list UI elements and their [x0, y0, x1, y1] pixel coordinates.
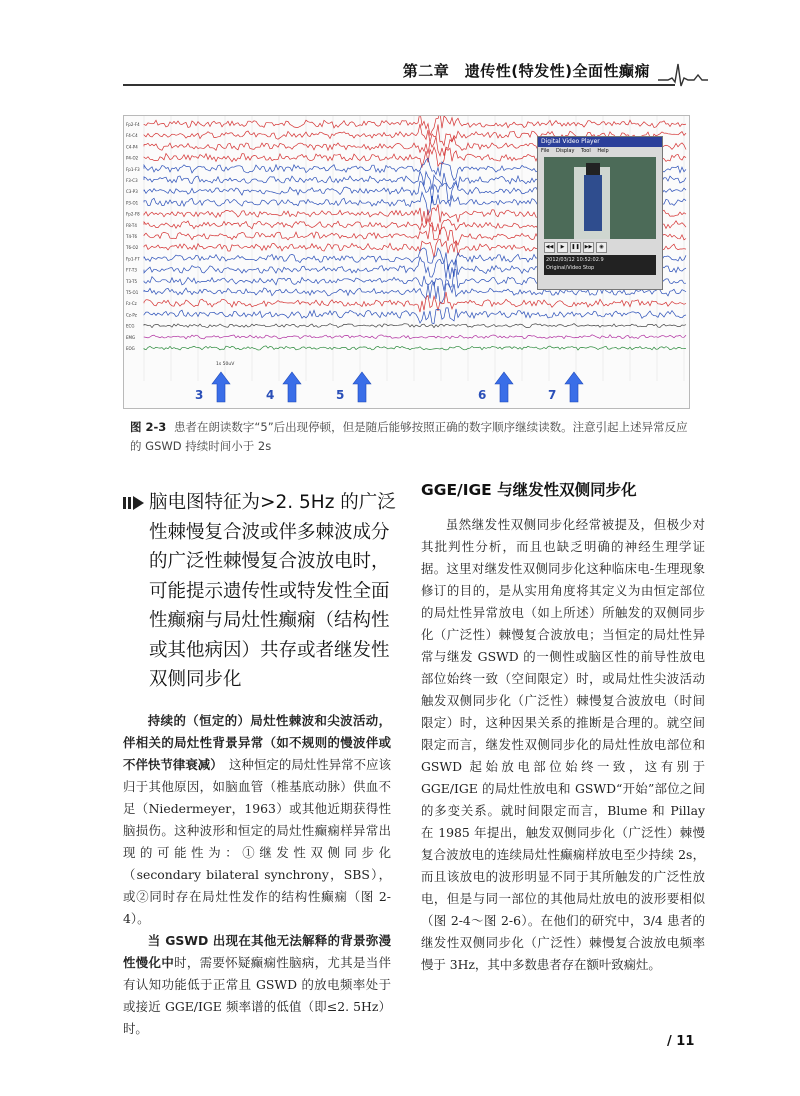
masked-face — [586, 163, 600, 175]
right-paragraph-1: 虽然继发性双侧同步化经常被提及，但极少对其批判性分析，而且也缺乏明确的神经生理学证据。这里对继发性双侧同步化这种临床电-生理现象修订的目的，是从实用角度将其定义为由恒定部位的局灶性异常放电（如上所述）所触发的双侧同步化（广泛性）棘慢复合波放电；当恒定的局灶性异常与继发 GSWD 的一侧性或脑区性的前导性放电部位始终一致（空间限定）时，或局灶性尖波活动触发双侧同步化（广泛性）棘慢复合波放电（时间限定）时，这种因果关系的推断是合理的。就空间限定而言，继发性双侧同步化的局灶性放电部位和 GSWD 起始放电部位始终一致，这有别于 GGE/IGE 的局灶性放电和 GSWD“开始”部位之间的多变关系。就时间限定而言，Blume 和 Pillay 在 1985 年提出，触发双侧同步化（广泛性）棘慢复合波放电的连续局灶性癫痫样放电至少持续 2s，而且该放电的波形明显不同于其所触发的广泛性放电，但是与同一部位的其他局灶放电的波形要相似（图 2-4～图 2-6）。在他们的研究中，3/4 患者的继发性双侧同步化（广泛性）棘慢复合波放电频率慢于 3Hz，其中多数患者存在额叶致痫灶。 — [421, 517, 705, 972]
left-p1-bold: 持续的（恒定的）局灶性棘波和尖波活动，伴相关的局灶性背景异常（如不规则的慢波伴或不伴快节律衰减） — [123, 713, 391, 772]
eeg-trace — [144, 324, 686, 328]
menu-file[interactable]: File — [541, 148, 550, 154]
eeg-trace — [144, 346, 686, 350]
marker-arrow-icon — [565, 372, 583, 402]
channel-label: EOG — [126, 346, 135, 351]
play-button[interactable]: ▶ — [557, 242, 568, 253]
video-time: 10:52:02.9 — [576, 257, 604, 263]
snapshot-icon[interactable]: ◉ — [596, 242, 607, 253]
video-player-window[interactable] — [537, 136, 663, 290]
marker-arrow-icon — [283, 372, 301, 402]
channel-label: T3-T5 — [126, 278, 138, 284]
marker-arrow-icon — [353, 372, 371, 402]
eeg-trace — [144, 335, 686, 339]
figure-label: 图 2-3 — [130, 420, 167, 434]
marker-arrow-icon — [495, 372, 513, 402]
video-mode: Original/Video — [546, 265, 582, 271]
left-column-body — [123, 710, 391, 1040]
key-point-box — [123, 488, 403, 695]
marker-number: 5 — [336, 388, 345, 402]
channel-label: F3-C3 — [126, 178, 138, 183]
video-timestamp — [544, 255, 656, 275]
left-p2-bold: 当 GSWD 出现在其他无法解释的背景弥漫性慢化中 — [123, 933, 391, 970]
channel-label: T4-T6 — [126, 234, 138, 239]
video-stop-label[interactable]: Stop — [582, 265, 595, 271]
left-p2-text: 时，需要怀疑癫痫性脑病，尤其是当伴有认知功能低于正常且 GSWD 的放电频率处于或接近 GGE/IGE 频率谱的低值（即≤2. 5Hz）时。 — [123, 955, 392, 1036]
menu-tool[interactable]: Tool — [581, 148, 591, 154]
header-rule — [123, 84, 675, 86]
left-paragraph-1 — [123, 710, 391, 930]
menu-help[interactable]: Help — [597, 148, 609, 154]
marker-number: 3 — [195, 388, 204, 402]
key-point-marker-icon — [123, 496, 145, 510]
figure-caption-text: 患者在朗读数字“5”后出现停顿，但是随后能够按照正确的数字顺序继续读数。注意引起上述异常反应的 GSWD 持续时间小于 2s — [130, 420, 688, 453]
patient-shape — [584, 175, 602, 231]
marker-number: 4 — [266, 388, 275, 402]
right-column — [421, 478, 705, 976]
left-paragraph-2 — [123, 930, 391, 1040]
video-date: 2012/03/12 — [546, 257, 575, 263]
channel-label: F8-T4 — [126, 222, 137, 228]
eeg-trace — [144, 116, 686, 135]
left-p1-text: 这种恒定的局灶性异常不应该归于其他原因，如脑血管（椎基底动脉）供血不足（Niedermeyer，1963）或其他近期获得性脑损伤。这种波形和恒定的局灶性癫痫样异常出现的可能性为：①继发性双侧同步化（secondary bilateral synchrony，SBS），或②同时存在局灶性发作的结构性癫痫（图 2-4）。 — [123, 757, 392, 926]
eeg-trace — [144, 292, 686, 312]
channel-label: C3-P3 — [126, 189, 138, 195]
channel-label: Fp1-F7 — [126, 256, 140, 262]
channel-label: T5-O1 — [126, 290, 139, 295]
patient-video-frame — [544, 157, 656, 239]
channel-label: Fp2-F4 — [126, 122, 140, 127]
marker-number: 7 — [548, 388, 557, 402]
channel-label: Fz-Cz — [126, 301, 137, 307]
right-column-body — [421, 514, 705, 976]
channel-label: F4-C4 — [126, 133, 138, 139]
video-controls — [544, 241, 656, 253]
figure-caption — [130, 418, 690, 456]
video-player-title: Digital Video Player — [538, 137, 662, 147]
eeg-figure — [123, 115, 690, 409]
pause-button[interactable]: ❚❚ — [570, 242, 581, 253]
page-number: / 11 — [667, 1034, 695, 1049]
scale-label: 1s 50uV — [216, 362, 235, 367]
channel-label: Cz-Pz — [126, 312, 137, 318]
channel-label: F7-T3 — [126, 267, 137, 273]
channel-label: C4-P4 — [126, 144, 138, 150]
channel-label: P3-O1 — [126, 200, 139, 206]
forward-button[interactable]: ▶▶ — [583, 242, 594, 253]
channel-label: Fp1-F3 — [126, 166, 140, 172]
chapter-title: 第二章 遗传性(特发性)全面性癫痫 — [402, 62, 650, 80]
channel-label: T6-O2 — [126, 245, 139, 251]
channel-label: ECG — [126, 323, 135, 329]
key-point-text: 脑电图特征为>2. 5Hz 的广泛性棘慢复合波或伴多棘波成分的广泛性棘慢复合波放电时，可能提示遗传性或特发性全面性癫痫与局灶性癫痫（结构性或其他病因）共存或者继发性双侧同步化 — [149, 492, 396, 690]
video-player-menu — [538, 147, 662, 155]
eeg-trace — [144, 308, 686, 324]
marker-arrow-icon — [212, 372, 230, 402]
menu-display[interactable]: Display — [555, 148, 575, 154]
channel-label: P4-O2 — [126, 155, 139, 161]
marker-number: 6 — [478, 388, 487, 402]
rewind-button[interactable]: ◀◀ — [544, 242, 555, 253]
channel-label: EMG — [126, 334, 136, 340]
channel-label: Fp2-F8 — [126, 211, 140, 217]
section-title: GGE/IGE 与继发性双侧同步化 — [421, 481, 637, 499]
